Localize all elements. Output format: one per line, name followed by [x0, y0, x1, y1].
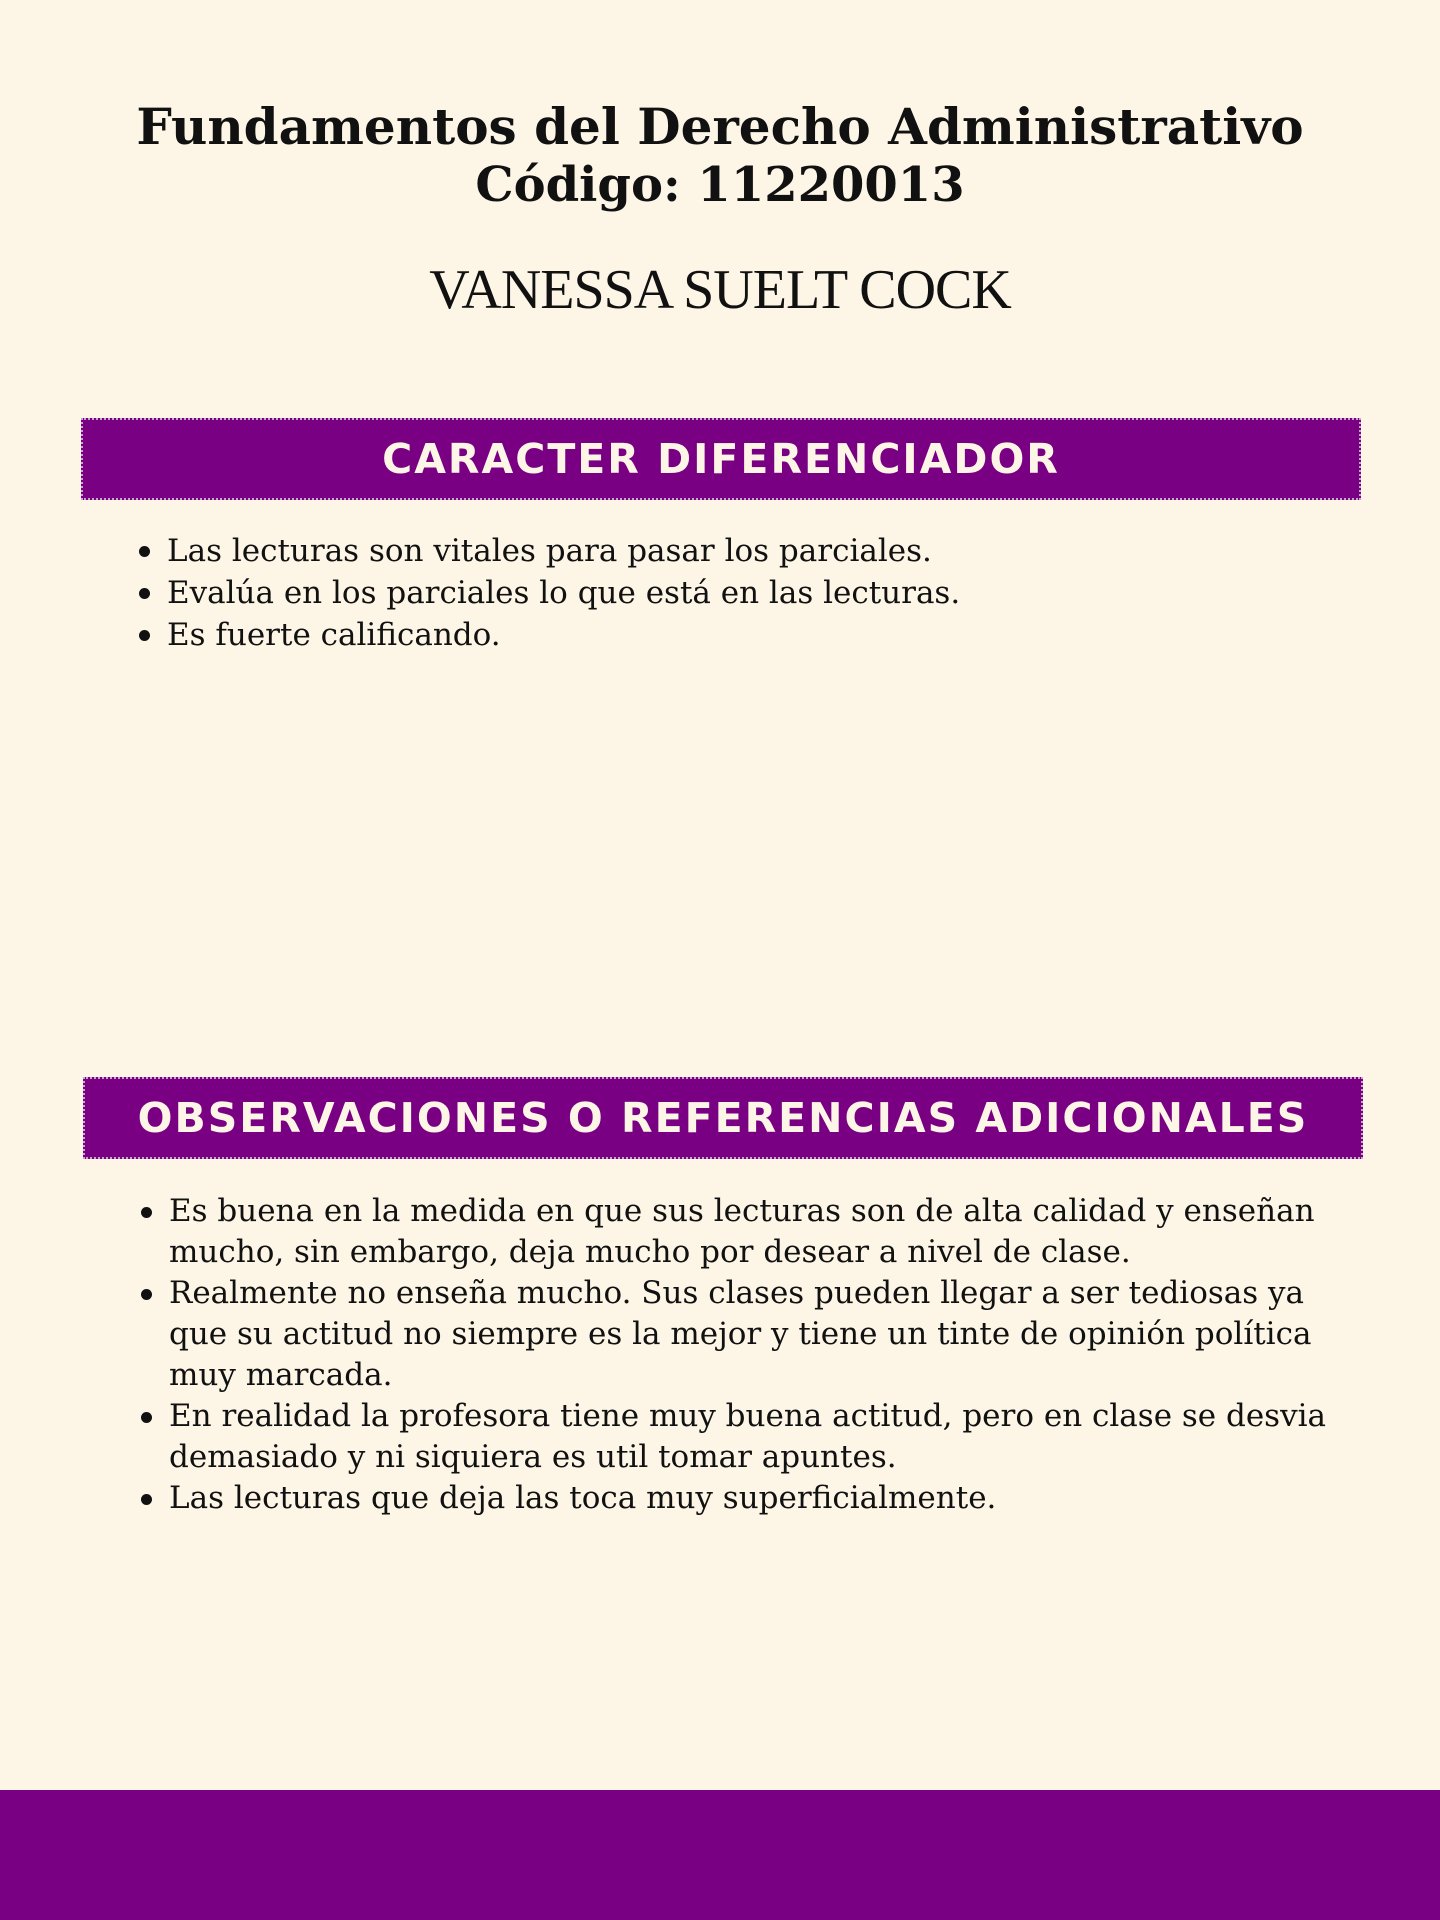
- footer-bar: [0, 1790, 1440, 1920]
- list-item: Las lecturas son vitales para pasar los parciales.: [137, 530, 1357, 572]
- list-item: Es buena en la medida en que sus lecturas son de alta calidad y enseñan mucho, sin embargo, deja mucho por desear a nivel de clase.: [139, 1191, 1359, 1273]
- observaciones-list: [139, 1191, 1359, 1519]
- list-item: Realmente no enseña mucho. Sus clases pueden llegar a ser tediosas ya que su actitud no siempre es la mejor y tiene un tinte de opinión política muy marcada.: [139, 1273, 1359, 1396]
- list-item: Las lecturas que deja las toca muy superficialmente.: [139, 1478, 1359, 1519]
- caracter-list: [137, 530, 1357, 656]
- section-banner-caracter: CARACTER DIFERENCIADOR: [81, 418, 1361, 500]
- course-code: Código: 11220013: [475, 157, 965, 213]
- list-item: En realidad la profesora tiene muy buena actitud, pero en clase se desvia demasiado y ni siquiera es util tomar apuntes.: [139, 1396, 1359, 1478]
- list-item: Evalúa en los parciales lo que está en las lecturas.: [137, 572, 1357, 614]
- course-title: Fundamentos del Derecho Administrativo: [136, 97, 1304, 156]
- professor-name: VANESSA SUELT COCK: [429, 259, 1011, 321]
- page-header: [0, 98, 1440, 214]
- section-banner-observaciones: OBSERVACIONES O REFERENCIAS ADICIONALES: [83, 1077, 1363, 1159]
- list-item: Es fuerte calificando.: [137, 614, 1357, 656]
